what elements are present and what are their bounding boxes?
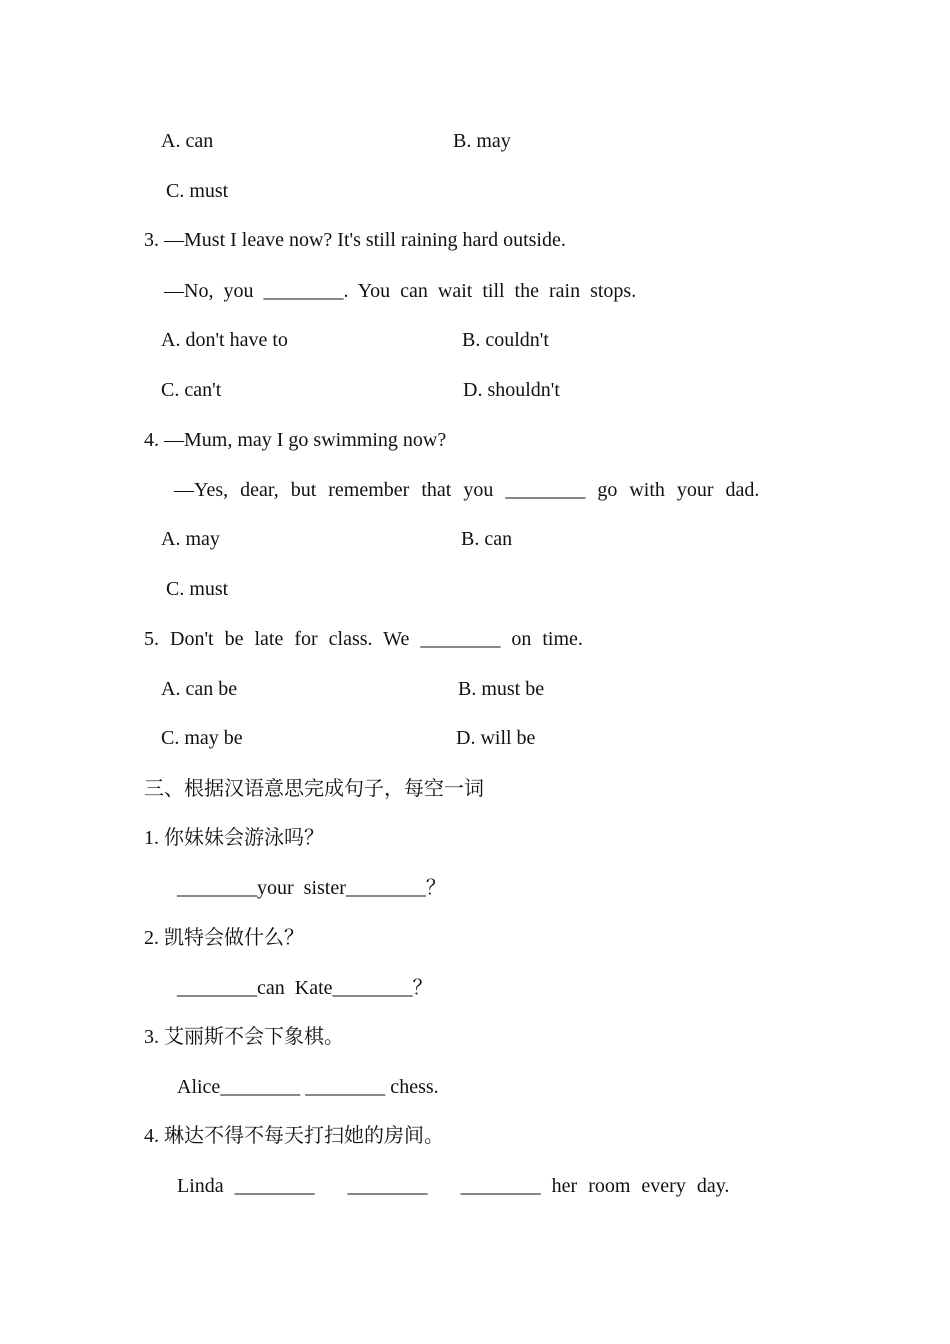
s3-item-3-prompt: 3. 艾丽斯不会下象棋。 bbox=[144, 1026, 344, 1048]
s3-item-2-prompt: 2. 凯特会做什么？ bbox=[144, 927, 304, 949]
q3-option-b: B. couldn't bbox=[462, 329, 549, 351]
s3-item-2-blank: ________can Kate________？ bbox=[177, 977, 433, 999]
q2-option-b: B. may bbox=[453, 130, 511, 152]
q2-option-a: A. can bbox=[161, 130, 214, 152]
q4-answer-line: —Yes, dear, but remember that you ________ go with your dad. bbox=[174, 479, 760, 501]
q4-stem: 4. —Mum, may I go swimming now? bbox=[144, 429, 447, 451]
s3-item-4-prompt: 4. 琳达不得不每天打扫她的房间。 bbox=[144, 1125, 444, 1147]
q4-option-a: A. may bbox=[161, 528, 220, 550]
q5-option-c: C. may be bbox=[161, 727, 243, 749]
section-3-heading: 三、根据汉语意思完成句子，每空一词 bbox=[144, 778, 484, 800]
s3-item-4-blank: Linda ________ ________ ________ her room every day. bbox=[177, 1175, 730, 1197]
s3-item-3-blank: Alice________ ________ chess. bbox=[177, 1076, 439, 1098]
s3-item-1-prompt: 1. 你妹妹会游泳吗？ bbox=[144, 827, 324, 849]
q3-option-a: A. don't have to bbox=[161, 329, 288, 351]
q5-option-b: B. must be bbox=[458, 678, 545, 700]
q3-option-c: C. can't bbox=[161, 379, 222, 401]
q3-option-d: D. shouldn't bbox=[463, 379, 560, 401]
s3-item-1-blank: ________your sister________？ bbox=[177, 877, 446, 899]
q3-stem: 3. —Must I leave now? It's still raining hard outside. bbox=[144, 229, 566, 251]
q3-answer-line: —No, you ________. You can wait till the rain stops. bbox=[164, 280, 637, 302]
q2-option-c: C. must bbox=[166, 180, 229, 202]
q5-option-a: A. can be bbox=[161, 678, 238, 700]
q4-option-b: B. can bbox=[461, 528, 513, 550]
q4-option-c: C. must bbox=[166, 578, 229, 600]
q5-stem: 5. Don't be late for class. We ________ on time. bbox=[144, 628, 583, 650]
q5-option-d: D. will be bbox=[456, 727, 536, 749]
